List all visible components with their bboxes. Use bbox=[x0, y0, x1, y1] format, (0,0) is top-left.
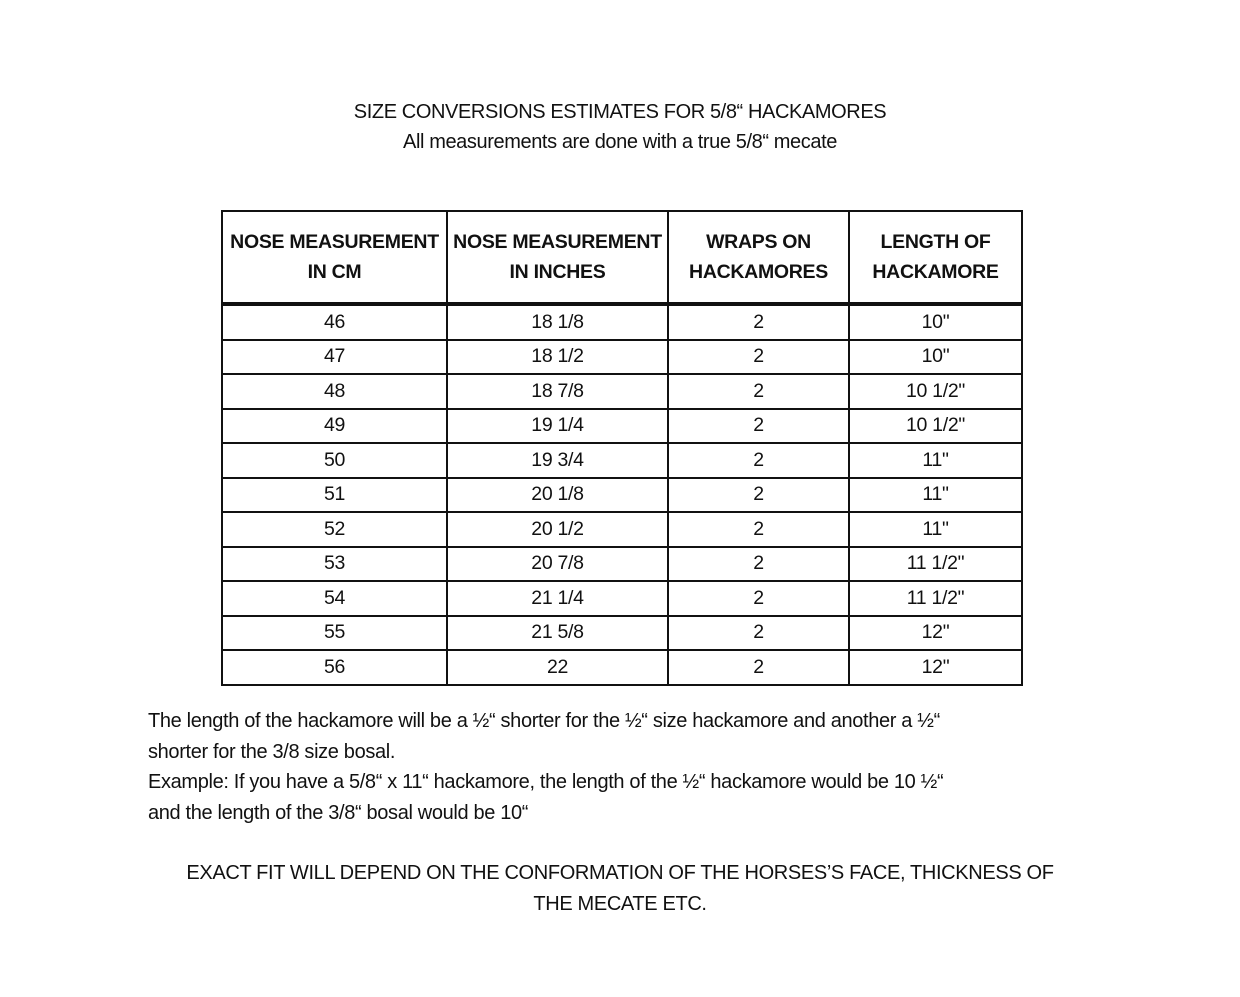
cell-wraps: 2 bbox=[668, 478, 849, 513]
cell-nose-cm: 52 bbox=[222, 512, 447, 547]
cell-wraps: 2 bbox=[668, 443, 849, 478]
cell-nose-inches: 21 5/8 bbox=[447, 616, 668, 651]
cell-nose-inches: 19 3/4 bbox=[447, 443, 668, 478]
cell-nose-inches: 19 1/4 bbox=[447, 409, 668, 444]
table-row bbox=[222, 650, 1022, 685]
header-length: LENGTH OF HACKAMORE bbox=[849, 211, 1022, 304]
cell-nose-inches: 18 7/8 bbox=[447, 374, 668, 409]
cell-nose-inches: 22 bbox=[447, 650, 668, 685]
title-line-2: All measurements are done with a true 5/8“ mecate bbox=[403, 131, 837, 153]
cell-nose-cm: 46 bbox=[222, 304, 447, 340]
table-row bbox=[222, 478, 1022, 513]
cell-wraps: 2 bbox=[668, 409, 849, 444]
cell-wraps: 2 bbox=[668, 547, 849, 582]
table-row bbox=[222, 374, 1022, 409]
table-row bbox=[222, 616, 1022, 651]
cell-length: 10 1/2" bbox=[849, 409, 1022, 444]
cell-length: 10" bbox=[849, 340, 1022, 375]
table-row bbox=[222, 304, 1022, 340]
notes-line-3: Example: If you have a 5/8“ x 11“ hackamore, the length of the ½“ hackamore would be 10 ½“ bbox=[148, 771, 944, 793]
cell-nose-inches: 20 7/8 bbox=[447, 547, 668, 582]
header-nose-inches: NOSE MEASUREMENT IN INCHES bbox=[447, 211, 668, 304]
table-row bbox=[222, 512, 1022, 547]
cell-wraps: 2 bbox=[668, 512, 849, 547]
cell-nose-inches: 21 1/4 bbox=[447, 581, 668, 616]
cell-length: 12" bbox=[849, 616, 1022, 651]
cell-length: 12" bbox=[849, 650, 1022, 685]
footer-line-2: THE MECATE ETC. bbox=[533, 893, 707, 915]
cell-nose-cm: 50 bbox=[222, 443, 447, 478]
cell-length: 11 1/2" bbox=[849, 581, 1022, 616]
table-row bbox=[222, 409, 1022, 444]
cell-wraps: 2 bbox=[668, 650, 849, 685]
table-header-row bbox=[222, 211, 1022, 304]
cell-length: 11 1/2" bbox=[849, 547, 1022, 582]
cell-wraps: 2 bbox=[668, 374, 849, 409]
cell-nose-cm: 54 bbox=[222, 581, 447, 616]
notes-paragraph bbox=[148, 706, 1128, 828]
cell-length: 11" bbox=[849, 478, 1022, 513]
cell-length: 10" bbox=[849, 304, 1022, 340]
cell-nose-cm: 51 bbox=[222, 478, 447, 513]
cell-wraps: 2 bbox=[668, 340, 849, 375]
cell-nose-cm: 53 bbox=[222, 547, 447, 582]
header-nose-cm: NOSE MEASUREMENT IN CM bbox=[222, 211, 447, 304]
cell-nose-cm: 49 bbox=[222, 409, 447, 444]
table-row bbox=[222, 581, 1022, 616]
cell-nose-inches: 18 1/8 bbox=[447, 304, 668, 340]
cell-length: 10 1/2" bbox=[849, 374, 1022, 409]
document-title bbox=[0, 97, 1240, 157]
cell-nose-inches: 18 1/2 bbox=[447, 340, 668, 375]
cell-nose-cm: 55 bbox=[222, 616, 447, 651]
cell-wraps: 2 bbox=[668, 581, 849, 616]
cell-nose-inches: 20 1/8 bbox=[447, 478, 668, 513]
footer-line-1: EXACT FIT WILL DEPEND ON THE CONFORMATION OF THE HORSES’S FACE, THICKNESS OF bbox=[186, 862, 1054, 884]
cell-wraps: 2 bbox=[668, 304, 849, 340]
table-row bbox=[222, 547, 1022, 582]
notes-line-4: and the length of the 3/8“ bosal would be 10“ bbox=[148, 801, 529, 824]
cell-nose-cm: 47 bbox=[222, 340, 447, 375]
notes-line-2: shorter for the 3/8 size bosal. bbox=[148, 740, 396, 763]
cell-wraps: 2 bbox=[668, 616, 849, 651]
cell-nose-cm: 48 bbox=[222, 374, 447, 409]
cell-nose-cm: 56 bbox=[222, 650, 447, 685]
notes-line-1: The length of the hackamore will be a ½“ shorter for the ½“ size hackamore and another a ½“ bbox=[148, 710, 940, 732]
size-conversion-table bbox=[221, 210, 1023, 686]
header-wraps: WRAPS ON HACKAMORES bbox=[668, 211, 849, 304]
table-row bbox=[222, 443, 1022, 478]
table-row bbox=[222, 340, 1022, 375]
title-line-1: SIZE CONVERSIONS ESTIMATES FOR 5/8“ HACKAMORES bbox=[353, 101, 887, 123]
fit-disclaimer bbox=[0, 858, 1240, 920]
cell-length: 11" bbox=[849, 443, 1022, 478]
cell-nose-inches: 20 1/2 bbox=[447, 512, 668, 547]
cell-length: 11" bbox=[849, 512, 1022, 547]
